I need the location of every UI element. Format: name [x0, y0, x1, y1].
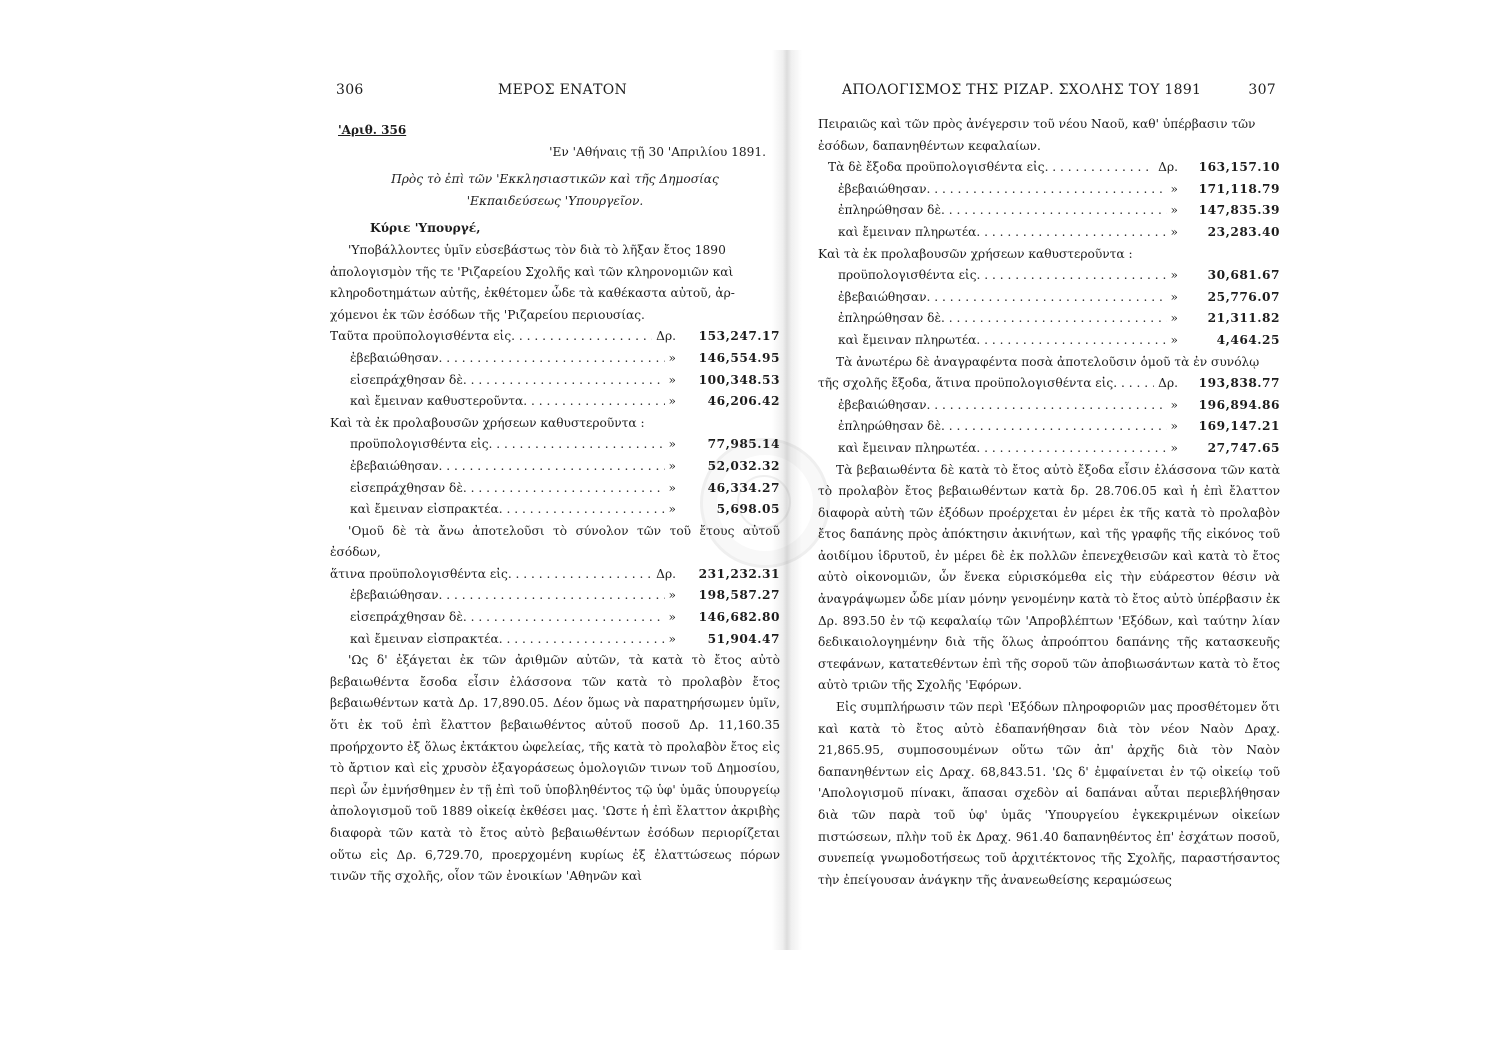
ledger-row: Ταῦτα προϋπολογισθέντα εἰς . . . Δρ. 153,247.17 [330, 326, 780, 348]
ledger-row: εἰσεπράχθησαν δὲ . . . » 100,348.53 [330, 370, 780, 392]
page-number: 307 [1248, 82, 1276, 98]
page-number: 306 [336, 82, 364, 98]
continuation-line: Πειραιῶς καὶ τῶν πρὸς ἀνέγερσιν τοῦ νέου Ναοῦ, καθ' ὑπέρβασιν τῶν [818, 117, 1256, 131]
left-page-header [330, 80, 780, 114]
body-paragraph: 'Ως δ' ἐξάγεται ἐκ τῶν ἀριθμῶν αὐτῶν, τὰ κατὰ τὸ ἔτος αὐτὸ βεβαιωθέντα ἔσοδα εἶσιν ἐλάσσονα τῶν κατὰ τὸ προλαβὸν ἔτος βεβαιωθέντων κατὰ Δρ. 17,890.05. Δέον ὅμως νὰ παρατηρήσωμεν ὑμῖν, ὅτι ἐκ τοῦ ἐπὶ ἔλαττον βεβαιωθέντος αὐτοῦ ποσοῦ Δρ. 11,160.35 προήρχοντο ἐξ ὅλως ἐκτάκτου ὠφελείας, τῆς κατὰ τὸ προλαβὸν ἔτος εἰς τὸ ἄρτιον καὶ εἰς χρυσὸν ἐξαγοράσεως ὁμολογιῶν τινων τοῦ Δημοσίου, περὶ ὧν ἐμνήσθημεν ἐν τῇ ἐπὶ τοῦ ὑποβληθέντος τῷ ὑφ' ὑμᾶς ὑπουργείῳ ἀπολογισμοῦ τοῦ 1889 οἰκείᾳ ἐκθέσει μας. 'Ωστε ἡ ἐπὶ ἔλαττον ἀκριβὴς διαφορὰ τῶν κατὰ τὸ ἔτος αὐτὸ βεβαιωθέντων ἐσόδων περιορίζεται οὕτω εἰς Δρ. 6,729.70, προερχομένη κυρίως ἐξ ἐλαττώσεως πόρων τινῶν τῆς σχολῆς, οἷον τῶν ἐνοικίων 'Αθηνῶν καὶ [330, 653, 780, 884]
ledger-row: ἅτινα προϋπολογισθέντα εἰς . . . Δρ. 231,232.31 [330, 564, 780, 586]
body-paragraph: Εἰς συμπλήρωσιν τῶν περὶ 'Εξόδων πληροφοριῶν μας προσθέτομεν ὅτι καὶ κατὰ τὸ ἔτος αὐτὸ ἐδαπανήθησαν διὰ τὸν νέον Ναὸν Δραχ. 21,865.95, συμποσουμένων οὕτω τῶν ἀπ' ἀρχῆς διὰ τὸν Ναὸν δαπανηθέντων εἰς Δραχ. 68,843.51. 'Ως δ' ἐμφαίνεται ἐν τῷ οἰκείῳ τοῦ 'Απολογισμοῦ πίνακι, ἅπασαι σχεδὸν αἱ δαπάναι αὗται περιεβλήθησαν διὰ τῶν παρὰ τοῦ ὑφ' ὑμᾶς 'Υπουργείου ἐγκεκριμένων οἰκείων πιστώσεων, πλὴν τοῦ ἐκ Δραχ. 961.40 δαπανηθέντος ἐπ' ἐσχάτων ποσοῦ, συνεπείᾳ γνωμοδοτήσεως τοῦ ἀρχιτέκτονος τῆς Σχολῆς, παραστήσαντος τὴν ἐπείγουσαν ἀνάγκην τῆς ἀνανεωθείσης κεραμώσεως [818, 700, 1280, 887]
prior-years-heading: Καὶ τὰ ἐκ προλαβουσῶν χρήσεων καθυστεροῦντα : [330, 415, 645, 430]
addressee-line-1: Πρὸς τὸ ἐπὶ τῶν 'Εκκλησιαστικῶν καὶ τῆς Δημοσίας [391, 172, 719, 187]
intro-line: 'Υποβάλλοντες ὑμῖν εὐσεβάστως τὸν διὰ τὸ λῆξαν ἔτος 1890 [348, 242, 726, 257]
right-page [818, 80, 1280, 891]
ledger-row: τῆς σχολῆς ἔξοδα, ἅτινα προϋπολογισθέντα εἰς . . . Δρ. 193,838.77 [818, 373, 1280, 395]
running-head: ΜΕΡΟΣ ΕΝΑΤΟΝ [498, 82, 628, 98]
ledger-row: ἐπληρώθησαν δὲ . . . » 147,835.39 [818, 200, 1280, 222]
running-head: ΑΠΟΛΟΓΙΣΜΟΣ ΤΗΣ ΡΙΖΑΡ. ΣΧΟΛΗΣ ΤΟΥ 1891 [842, 82, 1202, 98]
ledger-row: ἐβεβαιώθησαν . . . » 52,032.32 [330, 456, 780, 478]
prior-years-heading: Καὶ τὰ ἐκ προλαβουσῶν χρήσεων καθυστεροῦντα : [818, 246, 1133, 261]
left-page [330, 80, 780, 888]
intro-line: κληροδοτημάτων αὐτῆς, ἐκθέτομεν ὧδε τὰ καθέκαστα αὐτοῦ, ἀρ- [330, 286, 735, 301]
expense-rows-total [818, 373, 1280, 459]
ledger-row: καὶ ἔμειναν πληρωτέα . . . » 27,747.65 [818, 438, 1280, 460]
intro-line: ἀπολογισμὸν τῆς τε 'Ριζαρείου Σχολῆς καὶ τῶν κληρονομιῶν καὶ [330, 264, 734, 279]
ledger-row: ἐπληρώθησαν δὲ . . . » 21,311.82 [818, 308, 1280, 330]
ledger-row: ἐπληρώθησαν δὲ . . . » 169,147.21 [818, 416, 1280, 438]
addressee-line-2: 'Εκπαιδεύσεως 'Υπουργεῖον. [466, 193, 644, 208]
ledger-row: ἐβεβαιώθησαν . . . » 198,587.27 [330, 585, 780, 607]
right-page-header [818, 80, 1280, 114]
ledger-row: ἐβεβαιώθησαν . . . » 25,776.07 [818, 287, 1280, 309]
ledger-row: καὶ ἔμειναν εἰσπρακτέα . . . » 51,904.47 [330, 629, 780, 651]
income-rows-current [330, 326, 780, 412]
ledger-row: ἐβεβαιώθησαν . . . » 146,554.95 [330, 348, 780, 370]
ledger-row: καὶ ἔμειναν καθυστεροῦντα . . . » 46,206.42 [330, 391, 780, 413]
ledger-row: ἐβεβαιώθησαν . . . » 171,118.79 [818, 179, 1280, 201]
ledger-row: εἰσεπράχθησαν δὲ . . . » 146,682.80 [330, 607, 780, 629]
ledger-row: καὶ ἔμειναν πληρωτέα . . . » 23,283.40 [818, 222, 1280, 244]
ledger-row: προϋπολογισθέντα εἰς . . . » 77,985.14 [330, 434, 780, 456]
total-intro: 'Ομοῦ δὲ τὰ ἄνω ἀποτελοῦσι τὸ σύνολον τῶν τοῦ ἔτους αὐτοῦ ἐσόδων, [330, 523, 780, 560]
ledger-row: ἐβεβαιώθησαν . . . » 196,894.86 [818, 395, 1280, 417]
income-rows-total [330, 564, 780, 650]
ledger-row: Τὰ δὲ ἔξοδα προϋπολογισθέντα εἰς . . . Δρ. 163,157.10 [818, 157, 1280, 179]
continuation-line: ἐσόδων, δαπανηθέντων κεφαλαίων. [818, 138, 1041, 153]
expense-rows-prior [818, 265, 1280, 351]
intro-line: χόμενοι ἐκ τῶν ἐσόδων τῆς 'Ριζαρείου περιουσίας. [330, 307, 645, 322]
ledger-row: προϋπολογισθέντα εἰς . . . » 30,681.67 [818, 265, 1280, 287]
ledger-row: καὶ ἔμειναν πληρωτέα . . . » 4,464.25 [818, 330, 1280, 352]
expense-rows-current [818, 157, 1280, 243]
income-rows-prior [330, 434, 780, 520]
ledger-row: εἰσεπράχθησαν δὲ . . . » 46,334.27 [330, 478, 780, 500]
date-line: 'Εν 'Αθήναις τῇ 30 'Απριλίου 1891. [549, 144, 766, 159]
body-paragraph: Τὰ βεβαιωθέντα δὲ κατὰ τὸ ἔτος αὐτὸ ἔξοδα εἶσιν ἐλάσσονα τῶν κατὰ τὸ προλαβὸν ἔτος βεβαιωθέντων κατὰ δρ. 28.706.05 καὶ ἡ ἐπὶ ἔλαττον διαφορὰ αὐτὴ τῶν ἐξόδων προέρχεται ἐν μέρει ἐκ τῆς κατὰ τὸ προλαβὸν ἔτος δαπάνης πρὸς ἀπόκτησιν ἀκινήτων, καὶ τῆς γραφῆς τῆς εἰκόνος τοῦ ἀοιδίμου ἱδρυτοῦ, ἐν μέρει δὲ ἐκ πολλῶν ἐπενεχθεισῶν καὶ κατὰ τὸ ἔτος αὐτὸ οἰκονομιῶν, ὧν ἕνεκα εὑρισκόμεθα εἰς τὴν εὐάρεστον θέσιν νὰ ἀναγράψωμεν ὧδε μίαν μόνην γενομένην κατὰ τὸ ἔτος αὐτὸ ὑπέρβασιν ἐκ Δρ. 893.50 ἐν τῷ κεφαλαίῳ τῶν 'Απροβλέπτων 'Εξόδων, καὶ ταύτην λίαν δεδικαιολογημένην διὰ τῆς ὅλως ἀπροόπτου δαπάνης τῆς κατασκευῆς στεφάνων, κατατεθέντων ἐπὶ τῆς σοροῦ τῶν ἀποβιωσάντων κατὰ τὸ ἔτος αὐτὸ τριῶν τῆς Σχολῆς 'Εφόρων. [818, 462, 1280, 693]
reference-number: 'Αριθ. 356 [338, 123, 407, 137]
total-intro: Τὰ ἀνωτέρω δὲ ἀναγραφέντα ποσὰ ἀποτελοῦσιν ὁμοῦ τὰ ἐν συνόλῳ [836, 354, 1260, 369]
ledger-row: καὶ ἔμειναν εἰσπρακτέα . . . » 5,698.05 [330, 499, 780, 521]
salutation: Κύριε 'Υπουργέ, [370, 221, 481, 236]
